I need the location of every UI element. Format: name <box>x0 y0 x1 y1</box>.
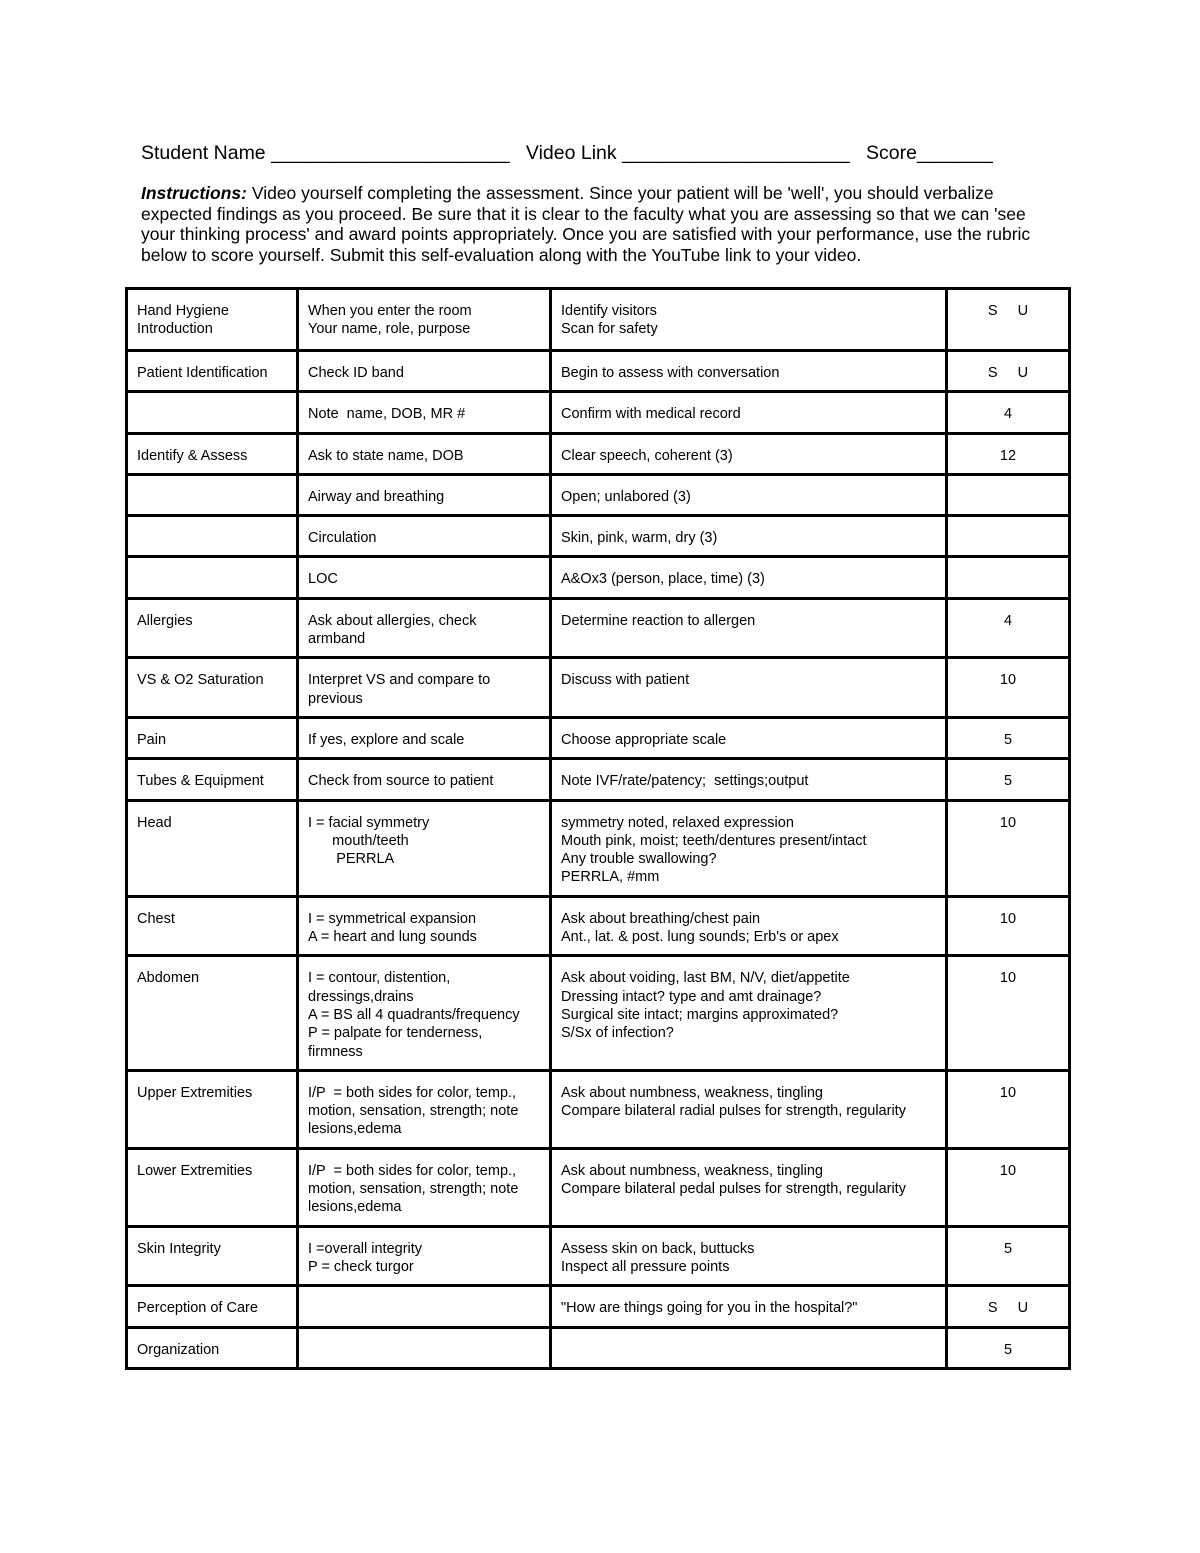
category-cell <box>127 474 298 515</box>
action-cell: Interpret VS and compare to previous <box>298 658 551 718</box>
action-cell: Check ID band <box>298 351 551 392</box>
score-cell: 5 <box>947 717 1070 758</box>
score-cell: 10 <box>947 800 1070 896</box>
expected-cell: Identify visitors Scan for safety <box>551 289 947 351</box>
table-row <box>127 717 1070 758</box>
table-row <box>127 956 1070 1070</box>
expected-cell: Discuss with patient <box>551 658 947 718</box>
category-cell: Lower Extremities <box>127 1148 298 1226</box>
expected-cell: Ask about voiding, last BM, N/V, diet/appetite Dressing intact? type and amt drainage? Surgical site intact; margins approximated? S/Sx of infection? <box>551 956 947 1070</box>
category-cell: Chest <box>127 896 298 956</box>
expected-cell: symmetry noted, relaxed expression Mouth pink, moist; teeth/dentures present/intact Any trouble swallowing? PERRLA, #mm <box>551 800 947 896</box>
category-cell: Upper Extremities <box>127 1070 298 1148</box>
score-cell: 12 <box>947 433 1070 474</box>
action-cell: Ask to state name, DOB <box>298 433 551 474</box>
category-cell <box>127 392 298 433</box>
expected-cell: A&Ox3 (person, place, time) (3) <box>551 557 947 598</box>
expected-cell: Clear speech, coherent (3) <box>551 433 947 474</box>
score-cell: S U <box>947 351 1070 392</box>
action-cell: Ask about allergies, check armband <box>298 598 551 658</box>
expected-cell: Confirm with medical record <box>551 392 947 433</box>
action-cell: If yes, explore and scale <box>298 717 551 758</box>
expected-cell: Open; unlabored (3) <box>551 474 947 515</box>
table-row <box>127 1327 1070 1368</box>
table-row <box>127 759 1070 800</box>
expected-cell: Determine reaction to allergen <box>551 598 947 658</box>
action-cell: I/P = both sides for color, temp., motion, sensation, strength; note lesions,edema <box>298 1070 551 1148</box>
category-cell: Pain <box>127 717 298 758</box>
action-cell <box>298 1286 551 1327</box>
table-row <box>127 392 1070 433</box>
score-cell: 5 <box>947 1327 1070 1368</box>
action-cell: Check from source to patient <box>298 759 551 800</box>
category-cell: Organization <box>127 1327 298 1368</box>
table-row <box>127 351 1070 392</box>
score-cell: 4 <box>947 598 1070 658</box>
action-cell: I = symmetrical expansion A = heart and lung sounds <box>298 896 551 956</box>
table-row <box>127 1226 1070 1286</box>
instructions-text: Video yourself completing the assessment. Since your patient will be 'well', you should verbalize expected findings as you proceed. Be sure that it is clear to the faculty what you are assessing so that we can 'see your thinking process' and award points appropriately. Once you are satisfied with your performance, use the rubric below to score yourself. Submit this self-evaluation along with the YouTube link to your video. <box>141 183 1031 265</box>
score-cell: 5 <box>947 1226 1070 1286</box>
score-cell: 10 <box>947 1148 1070 1226</box>
action-cell: LOC <box>298 557 551 598</box>
action-cell: Circulation <box>298 516 551 557</box>
rubric-table <box>125 287 1071 1370</box>
expected-cell: Ask about numbness, weakness, tingling Compare bilateral radial pulses for strength, regularity <box>551 1070 947 1148</box>
category-cell: Skin Integrity <box>127 1226 298 1286</box>
score-cell: 5 <box>947 759 1070 800</box>
score-cell <box>947 557 1070 598</box>
expected-cell: Note IVF/rate/patency; settings;output <box>551 759 947 800</box>
table-row <box>127 1286 1070 1327</box>
action-cell: I = facial symmetry mouth/teeth PERRLA <box>298 800 551 896</box>
score-cell: 4 <box>947 392 1070 433</box>
score-cell: 10 <box>947 896 1070 956</box>
table-row <box>127 516 1070 557</box>
action-cell: I = contour, distention, dressings,drains A = BS all 4 quadrants/frequency P = palpate for tenderness, firmness <box>298 956 551 1070</box>
category-cell: Hand Hygiene Introduction <box>127 289 298 351</box>
table-row <box>127 896 1070 956</box>
table-row <box>127 1148 1070 1226</box>
action-cell: I =overall integrity P = check turgor <box>298 1226 551 1286</box>
table-row <box>127 557 1070 598</box>
score-cell <box>947 516 1070 557</box>
score-cell: 10 <box>947 1070 1070 1148</box>
category-cell: VS & O2 Saturation <box>127 658 298 718</box>
category-cell: Perception of Care <box>127 1286 298 1327</box>
instructions-paragraph <box>141 183 1061 265</box>
category-cell <box>127 557 298 598</box>
score-cell: 10 <box>947 658 1070 718</box>
category-cell: Patient Identification <box>127 351 298 392</box>
header-line: Student Name ______________________ Video Link _____________________ Score_______ <box>141 142 993 164</box>
expected-cell: "How are things going for you in the hospital?" <box>551 1286 947 1327</box>
action-cell <box>298 1327 551 1368</box>
table-row <box>127 289 1070 351</box>
expected-cell: Skin, pink, warm, dry (3) <box>551 516 947 557</box>
expected-cell: Begin to assess with conversation <box>551 351 947 392</box>
expected-cell <box>551 1327 947 1368</box>
expected-cell: Ask about breathing/chest pain Ant., lat. & post. lung sounds; Erb's or apex <box>551 896 947 956</box>
score-cell: S U <box>947 1286 1070 1327</box>
table-row <box>127 658 1070 718</box>
expected-cell: Choose appropriate scale <box>551 717 947 758</box>
score-cell: 10 <box>947 956 1070 1070</box>
table-row <box>127 1070 1070 1148</box>
action-cell: Note name, DOB, MR # <box>298 392 551 433</box>
table-row <box>127 598 1070 658</box>
expected-cell: Assess skin on back, buttucks Inspect all pressure points <box>551 1226 947 1286</box>
category-cell <box>127 516 298 557</box>
rubric-body <box>127 289 1070 1369</box>
action-cell: I/P = both sides for color, temp., motion, sensation, strength; note lesions,edema <box>298 1148 551 1226</box>
action-cell: Airway and breathing <box>298 474 551 515</box>
category-cell: Head <box>127 800 298 896</box>
score-cell <box>947 474 1070 515</box>
category-cell: Identify & Assess <box>127 433 298 474</box>
category-cell: Abdomen <box>127 956 298 1070</box>
expected-cell: Ask about numbness, weakness, tingling Compare bilateral pedal pulses for strength, regularity <box>551 1148 947 1226</box>
table-row <box>127 433 1070 474</box>
table-row <box>127 800 1070 896</box>
category-cell: Allergies <box>127 598 298 658</box>
instructions-label: Instructions: <box>141 183 247 203</box>
category-cell: Tubes & Equipment <box>127 759 298 800</box>
action-cell: When you enter the room Your name, role, purpose <box>298 289 551 351</box>
table-row <box>127 474 1070 515</box>
score-cell: S U <box>947 289 1070 351</box>
